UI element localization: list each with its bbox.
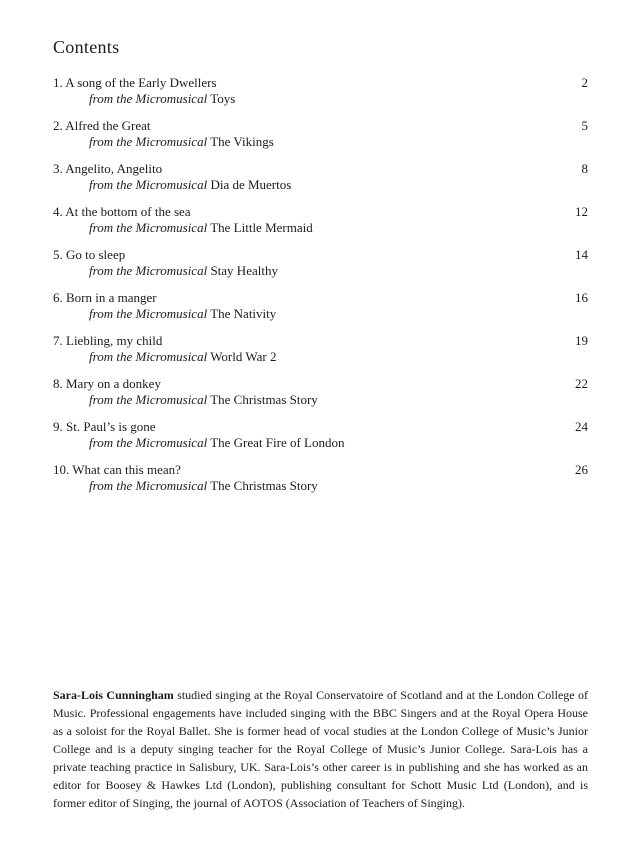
toc-entry-title: [53, 75, 217, 91]
musical-name: The Little Mermaid: [210, 220, 313, 235]
toc-entry-title-text: Go to sleep: [66, 247, 126, 262]
author-name: Sara-Lois Cunningham: [53, 688, 174, 702]
toc-entry-title-text: Born in a manger: [66, 290, 157, 305]
toc-entry-source: [53, 478, 588, 494]
toc-entry-5: [53, 247, 588, 279]
toc-entry-number: 8.: [53, 376, 63, 391]
toc-entry-title: [53, 247, 125, 263]
toc-entry-number: 10.: [53, 462, 70, 477]
toc-entry-title-text: A song of the Early Dwellers: [65, 75, 217, 90]
toc-page-number: 2: [581, 75, 588, 90]
toc-entry-number: 9.: [53, 419, 63, 434]
toc-entry-number: 6.: [53, 290, 63, 305]
toc-entry-title-text: Alfred the Great: [65, 118, 151, 133]
from-micromusical-label: from the Micromusical: [89, 134, 208, 149]
musical-name: The Great Fire of London: [210, 435, 345, 450]
toc-entry-title-text: St. Paul’s is gone: [66, 419, 156, 434]
toc-entry-title: [53, 376, 161, 392]
toc-entry-title: [53, 161, 162, 177]
toc-entry-source: [53, 306, 588, 322]
from-micromusical-label: from the Micromusical: [89, 349, 208, 364]
musical-name: The Christmas Story: [210, 392, 318, 407]
toc-page-number: 22: [575, 376, 588, 391]
from-micromusical-label: from the Micromusical: [89, 306, 208, 321]
from-micromusical-label: from the Micromusical: [89, 220, 208, 235]
toc-entry-number: 3.: [53, 161, 63, 176]
from-micromusical-label: from the Micromusical: [89, 478, 208, 493]
page-title: Contents: [53, 37, 120, 57]
toc-page-number: 24: [575, 419, 588, 434]
musical-name: The Christmas Story: [210, 478, 318, 493]
toc-entry-6: [53, 290, 588, 322]
from-micromusical-label: from the Micromusical: [89, 177, 208, 192]
author-bio-text: studied singing at the Royal Conservatoire of Scotland and at the London College of Music. Professional engagements have included singing with the BBC Singers and at the Royal Opera House as a soloist for the Royal Ballet. She is former head of vocal studies at the London College of Music’s Junior College and is a deputy singing teacher for the Royal College of Music’s Junior College. Sara-Lois has a private teaching practice in Salisbury, UK. Sara-Lois’s other career is in publishing and she has worked as an editor for Boosey & Hawkes Ltd (London), publishing consultant for Schott Music Ltd (London), and is former editor of Singing, the journal of AOTOS (Association of Teachers of Singing).: [53, 688, 588, 810]
toc-entry-number: 5.: [53, 247, 63, 262]
toc-entry-source: [53, 349, 588, 365]
musical-name: The Vikings: [210, 134, 274, 149]
table-of-contents: [53, 75, 588, 494]
toc-entry-source: [53, 91, 588, 107]
from-micromusical-label: from the Micromusical: [89, 263, 208, 278]
author-bio: [53, 686, 588, 812]
toc-page-number: 26: [575, 462, 588, 477]
musical-name: Dia de Muertos: [210, 177, 292, 192]
musical-name: Toys: [210, 91, 236, 106]
toc-entry-2: [53, 118, 588, 150]
toc-entry-source: [53, 177, 588, 193]
musical-name: The Nativity: [210, 306, 277, 321]
from-micromusical-label: from the Micromusical: [89, 392, 208, 407]
toc-entry-source: [53, 263, 588, 279]
toc-entry-title: [53, 204, 191, 220]
toc-entry-title-text: At the bottom of the sea: [65, 204, 191, 219]
toc-entry-source: [53, 134, 588, 150]
toc-entry-4: [53, 204, 588, 236]
toc-entry-title: [53, 419, 156, 435]
toc-entry-title-text: Mary on a donkey: [66, 376, 161, 391]
toc-entry-title-text: Liebling, my child: [66, 333, 163, 348]
toc-entry-source: [53, 220, 588, 236]
toc-page-number: 14: [575, 247, 588, 262]
toc-entry-10: [53, 462, 588, 494]
toc-entry-title: [53, 290, 157, 306]
toc-entry-title: [53, 333, 162, 349]
toc-entry-title: [53, 118, 150, 134]
toc-entry-1: [53, 75, 588, 107]
toc-entry-8: [53, 376, 588, 408]
toc-entry-title: [53, 462, 181, 478]
toc-entry-title-text: Angelito, Angelito: [65, 161, 163, 176]
toc-entry-number: 7.: [53, 333, 63, 348]
toc-page-number: 16: [575, 290, 588, 305]
musical-name: Stay Healthy: [210, 263, 278, 278]
from-micromusical-label: from the Micromusical: [89, 435, 208, 450]
musical-name: World War 2: [210, 349, 277, 364]
from-micromusical-label: from the Micromusical: [89, 91, 208, 106]
toc-entry-number: 4.: [53, 204, 63, 219]
toc-entry-7: [53, 333, 588, 365]
toc-entry-number: 1.: [53, 75, 63, 90]
toc-entry-3: [53, 161, 588, 193]
toc-entry-source: [53, 392, 588, 408]
toc-entry-number: 2.: [53, 118, 63, 133]
toc-page-number: 5: [581, 118, 588, 133]
toc-page-number: 8: [581, 161, 588, 176]
toc-entry-title-text: What can this mean?: [72, 462, 181, 477]
toc-page-number: 12: [575, 204, 588, 219]
toc-entry-9: [53, 419, 588, 451]
toc-entry-source: [53, 435, 588, 451]
toc-page-number: 19: [575, 333, 588, 348]
